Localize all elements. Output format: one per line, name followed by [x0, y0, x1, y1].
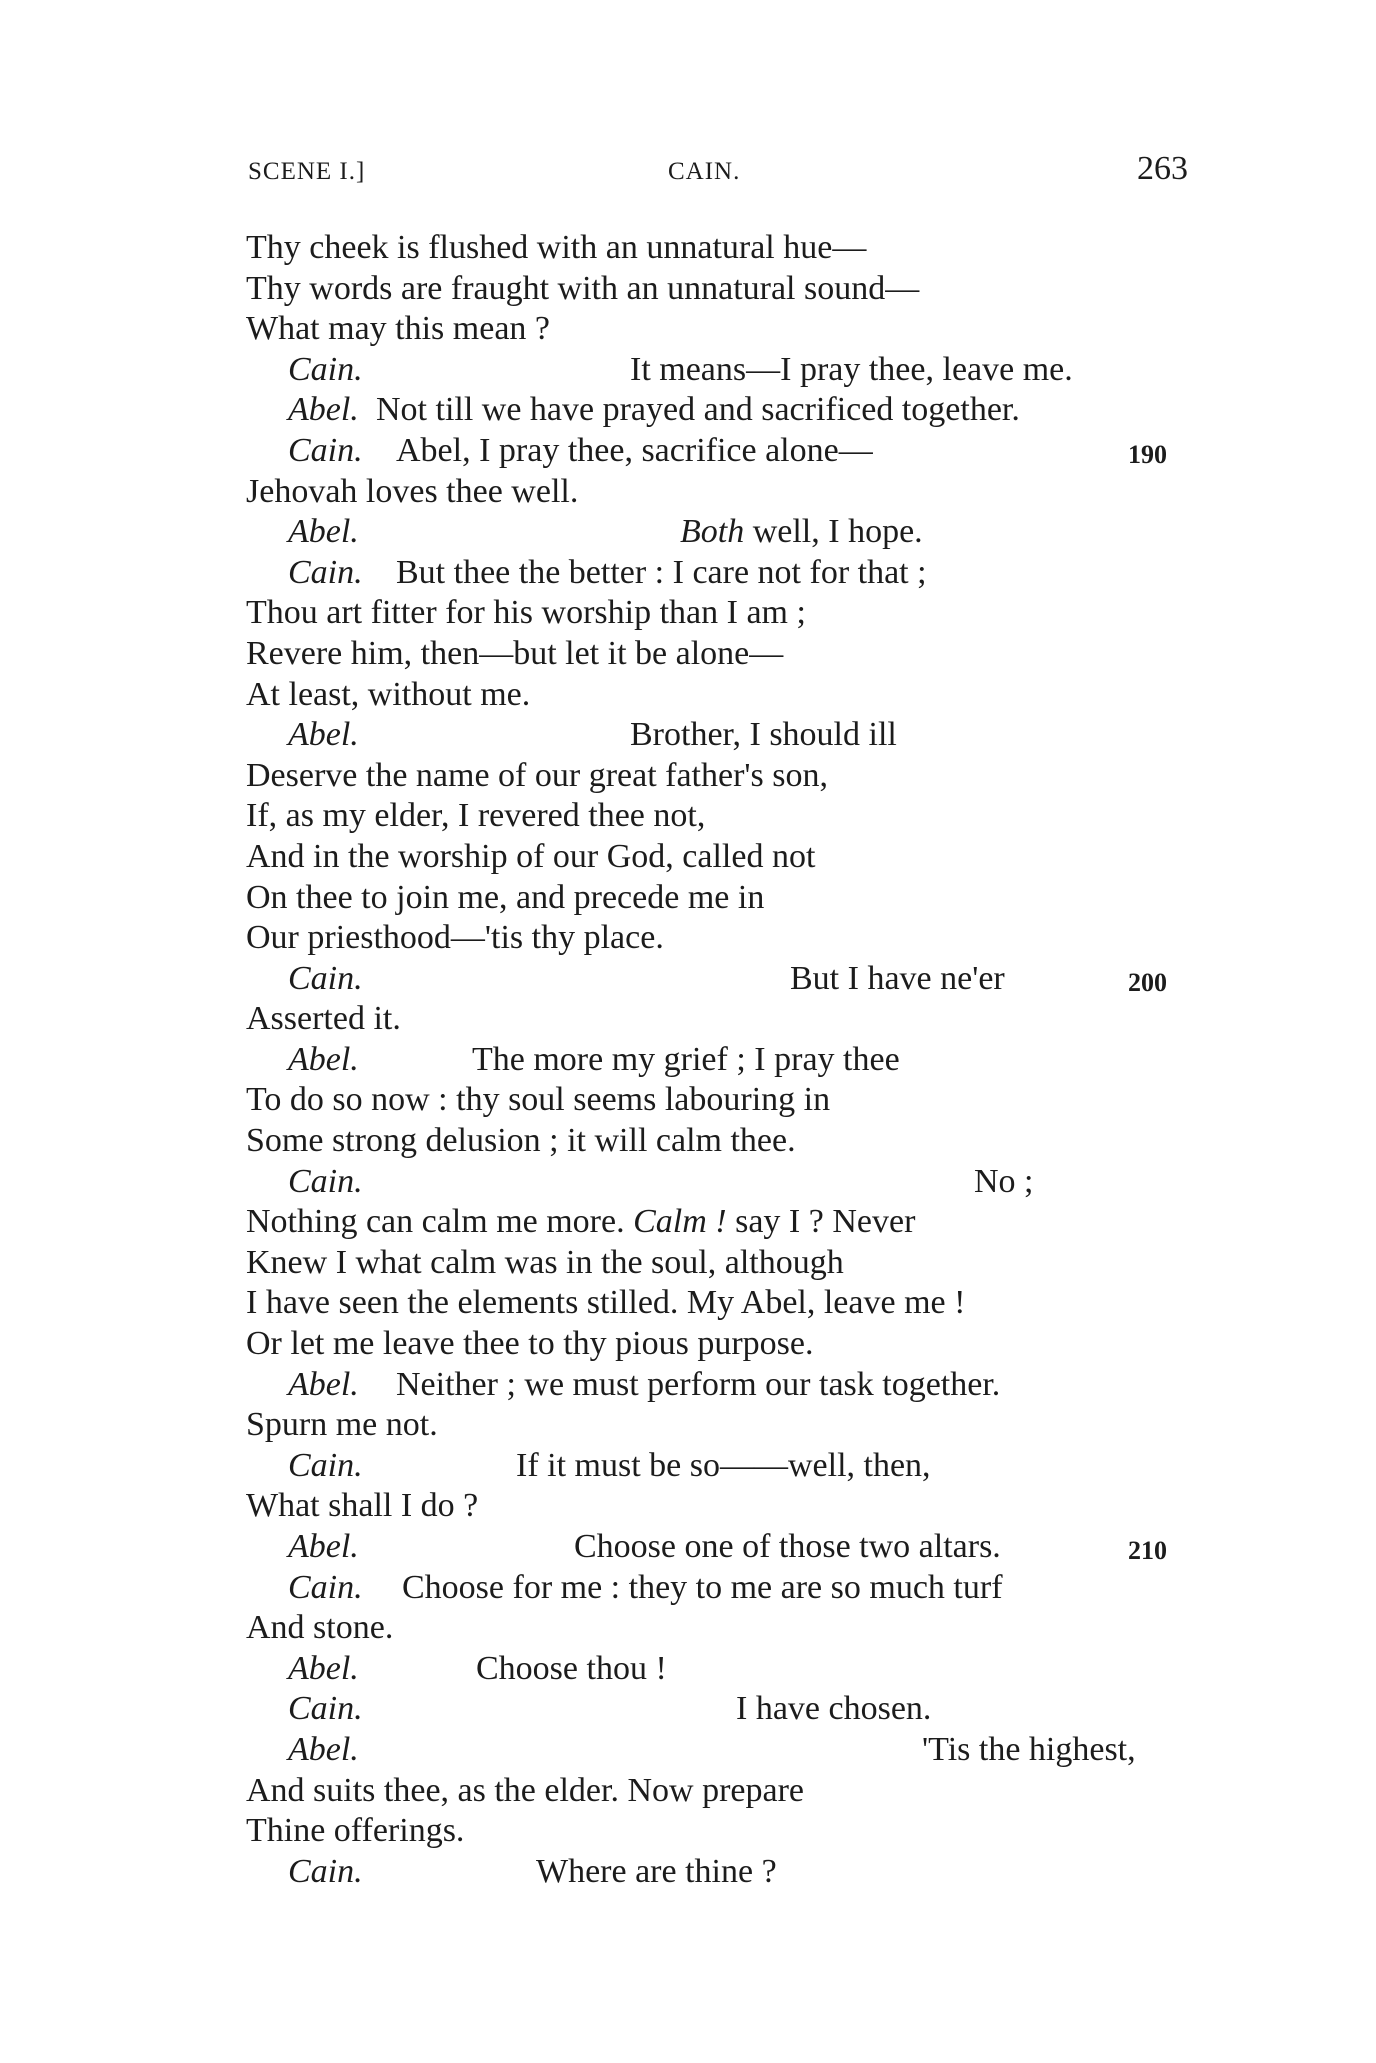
- speaker-name: Cain.: [288, 1852, 363, 1890]
- speaker-name: Abel.: [288, 1040, 359, 1078]
- line-text: The more my grief ; I pray thee: [472, 1040, 900, 1078]
- line-text: Neither ; we must perform our task together.: [396, 1365, 1001, 1403]
- line-text: But I have ne'er: [790, 959, 1005, 997]
- line-text: Or let me leave thee to thy pious purpose.: [246, 1325, 814, 1363]
- line-text: Not till we have prayed and sacrificed together.: [376, 391, 1020, 429]
- verse-line: [246, 634, 1206, 675]
- line-number: 190: [1128, 439, 1167, 469]
- page-number: 263: [1137, 150, 1188, 187]
- line-text: What shall I do ?: [246, 1487, 479, 1525]
- line-number: 200: [1128, 967, 1167, 997]
- speaker-name: Cain.: [288, 1162, 363, 1200]
- verse-line: [246, 1527, 1206, 1568]
- verse-line: [246, 715, 1206, 756]
- verse-line: [246, 1608, 1206, 1649]
- verse-line: [246, 999, 1206, 1040]
- line-text: At least, without me.: [246, 675, 531, 713]
- verse-line: [246, 1446, 1206, 1487]
- line-text: I have chosen.: [736, 1690, 932, 1728]
- speaker-name: Abel.: [288, 716, 359, 754]
- verse-line: [246, 1283, 1206, 1324]
- verse-line: [246, 675, 1206, 716]
- line-text: What may this mean ?: [246, 310, 551, 348]
- line-text: On thee to join me, and precede me in: [246, 878, 765, 916]
- verse-line: [246, 309, 1206, 350]
- line-text: Choose thou !: [476, 1649, 667, 1687]
- verse-line: [246, 1121, 1206, 1162]
- verse-line: [246, 269, 1206, 310]
- verse-line: [246, 1811, 1206, 1852]
- line-text: 'Tis the highest,: [922, 1730, 1136, 1768]
- verse-line: [246, 512, 1206, 553]
- verse-line: [246, 959, 1206, 1000]
- verse-line: [246, 1852, 1206, 1893]
- line-text: Abel, I pray thee, sacrifice alone—: [396, 431, 873, 469]
- verse-line: [246, 350, 1206, 391]
- speaker-name: Abel.: [288, 391, 359, 429]
- verse-line: [246, 878, 1206, 919]
- speaker-name: Abel.: [288, 1649, 359, 1687]
- line-text: And in the worship of our God, called not: [246, 837, 816, 875]
- speaker-name: Cain.: [288, 350, 363, 388]
- line-text: Our priesthood—'tis thy place.: [246, 919, 664, 957]
- line-text: It means—I pray thee, leave me.: [630, 350, 1073, 388]
- verse-line: [246, 1080, 1206, 1121]
- verse-line: [246, 1202, 1206, 1243]
- line-text: Spurn me not.: [246, 1406, 438, 1444]
- verse-line: [246, 1649, 1206, 1690]
- line-text-group: [680, 512, 923, 553]
- line-text: And suits thee, as the elder. Now prepare: [246, 1771, 804, 1809]
- verse-line: [246, 1040, 1206, 1081]
- speaker-name: Cain.: [288, 1568, 363, 1606]
- verse-line: [246, 1324, 1206, 1365]
- emphasis-text: Both: [680, 513, 745, 551]
- line-text: No ;: [974, 1162, 1034, 1200]
- verse-line: [246, 837, 1206, 878]
- line-number: 210: [1128, 1536, 1167, 1565]
- speaker-name: Abel.: [288, 513, 359, 551]
- verse-line: [246, 1405, 1206, 1446]
- line-text: Asserted it.: [246, 1000, 401, 1038]
- line-text: And stone.: [246, 1609, 394, 1647]
- verse-line: [246, 228, 1206, 269]
- line-text: Choose for me : they to me are so much turf: [402, 1568, 1003, 1606]
- line-text: But thee the better : I care not for that ;: [396, 553, 927, 591]
- line-text: well, I hope.: [744, 513, 923, 551]
- line-text: To do so now : thy soul seems labouring in: [246, 1081, 831, 1119]
- verse-line: [246, 796, 1206, 837]
- line-text: Where are thine ?: [536, 1852, 777, 1890]
- line-text: Revere him, then—but let it be alone—: [246, 634, 784, 672]
- speaker-name: Cain.: [288, 553, 363, 591]
- speaker-name: Abel.: [288, 1730, 359, 1768]
- speaker-name: Abel.: [288, 1528, 359, 1565]
- line-text: Deserve the name of our great father's son,: [246, 756, 829, 794]
- line-text-group: [246, 1202, 915, 1243]
- verse-line: [246, 1689, 1206, 1730]
- verse-line: [246, 756, 1206, 797]
- speaker-name: Cain.: [288, 959, 363, 997]
- verse-line: [246, 1771, 1206, 1812]
- line-text: Choose one of those two altars.: [574, 1528, 1001, 1565]
- line-text-tail: say I ? Never: [726, 1203, 916, 1241]
- speaker-name: Cain.: [288, 1446, 363, 1484]
- verse-line: [246, 1730, 1206, 1771]
- line-text: I have seen the elements stilled. My Abel, leave me !: [246, 1284, 966, 1322]
- verse-line: [246, 431, 1206, 472]
- verse-line: [246, 918, 1206, 959]
- line-text: Brother, I should ill: [630, 716, 897, 754]
- line-text: Nothing can calm me more.: [246, 1203, 625, 1241]
- speaker-name: Cain.: [288, 431, 363, 469]
- verse-line: [246, 390, 1206, 431]
- speaker-name: Cain.: [288, 1690, 363, 1728]
- line-text: Thou art fitter for his worship than I am ;: [246, 594, 806, 632]
- verse-line: [246, 1486, 1206, 1527]
- line-text: Thine offerings.: [246, 1812, 465, 1850]
- line-text: Some strong delusion ; it will calm thee.: [246, 1122, 796, 1160]
- verse-text: [246, 228, 1206, 1892]
- running-header: [248, 150, 1188, 196]
- verse-line: [246, 553, 1206, 594]
- verse-line: [246, 472, 1206, 513]
- play-title: CAIN.: [668, 158, 741, 185]
- emphasis-text: Calm !: [633, 1203, 727, 1241]
- verse-line: [246, 1365, 1206, 1406]
- line-text: Thy cheek is flushed with an unnatural hue—: [246, 229, 867, 266]
- verse-line: [246, 1243, 1206, 1284]
- line-text: If it must be so——well, then,: [516, 1446, 931, 1484]
- verse-line: [246, 593, 1206, 634]
- line-text: Thy words are fraught with an unnatural sound—: [246, 269, 920, 307]
- line-text: Jehovah loves thee well.: [246, 472, 579, 510]
- line-text: If, as my elder, I revered thee not,: [246, 797, 706, 835]
- verse-line: [246, 1568, 1206, 1609]
- verse-line: [246, 1162, 1206, 1203]
- line-text: Knew I what calm was in the soul, although: [246, 1243, 844, 1281]
- speaker-name: Abel.: [288, 1365, 359, 1403]
- scene-label: SCENE I.]: [248, 158, 366, 185]
